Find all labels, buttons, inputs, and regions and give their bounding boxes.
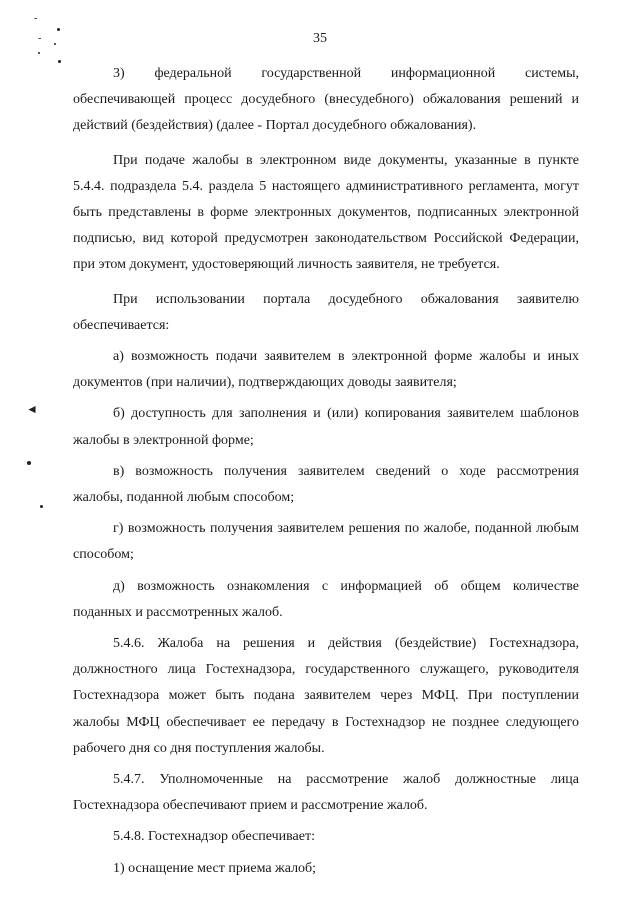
paragraph-item-3: 3) федеральной государственной информационной системы, обеспечивающей процесс досудебного (внесудебного) обжалования решений и действий (бездействия) (далее - Портал досудебного обжалования). (73, 66, 579, 134)
list-item-a: а) возможность подачи заявителем в электронной форме жалобы и иных документов (при наличии), подтверждающих доводы заявителя; (73, 349, 579, 391)
scan-artifact-dot (40, 505, 43, 508)
list-item-1: 1) оснащение мест приема жалоб; (113, 860, 317, 876)
scan-artifact-dot (38, 52, 40, 54)
scan-artifact-mark: ◄ (26, 402, 38, 416)
list-item-b: б) доступность для заполнения и (или) копирования заявителем шаблонов жалобы в электронной форме; (73, 406, 579, 448)
scan-artifact-mark: - (34, 13, 38, 24)
scan-artifact-mark: - (38, 33, 42, 44)
paragraph-portal-provides: При использовании портала досудебного обжалования заявителю обеспечивается: (73, 291, 579, 333)
list-item-d: д) возможность ознакомления с информацией об общем количестве поданных и рассмотренных жалоб. (73, 578, 579, 620)
page-number: 35 (313, 31, 327, 46)
list-item-g: г) возможность получения заявителем решения по жалобе, поданной любым способом; (73, 521, 579, 563)
paragraph-5-4-8: 5.4.8. Гостехнадзор обеспечивает: (113, 829, 315, 845)
scan-artifact-dot (58, 60, 61, 63)
paragraph-5-4-7: 5.4.7. Уполномоченные на рассмотрение жалоб должностные лица Гостехнадзора обеспечивают прием и рассмотрение жалоб. (73, 772, 579, 814)
paragraph-electronic-submission: При подаче жалобы в электронном виде документы, указанные в пункте 5.4.4. подраздела 5.4. раздела 5 настоящего административного регламента, могут быть представлены в форме электронных документов, подписанных электронной подписью, вид которой предусмотрен законодательством Российской Федерации, при этом документ, удостоверяющий личность заявителя, не требуется. (73, 152, 579, 273)
scan-artifact-dot (27, 461, 31, 465)
document-body (73, 61, 579, 882)
list-item-v: в) возможность получения заявителем сведений о ходе рассмотрения жалобы, поданной любым способом; (73, 463, 579, 506)
paragraph-5-4-6: 5.4.6. Жалоба на решения и действия (бездействие) Гостехнадзора, должностного лица Гостехнадзора, государственного служащего, руководителя Гостехнадзора может быть подана заявителем через МФЦ. При поступлении жалобы МФЦ обеспечивает ее передачу в Гостехнадзор не позднее следующего рабочего дня со дня поступления жалобы. (73, 636, 579, 756)
